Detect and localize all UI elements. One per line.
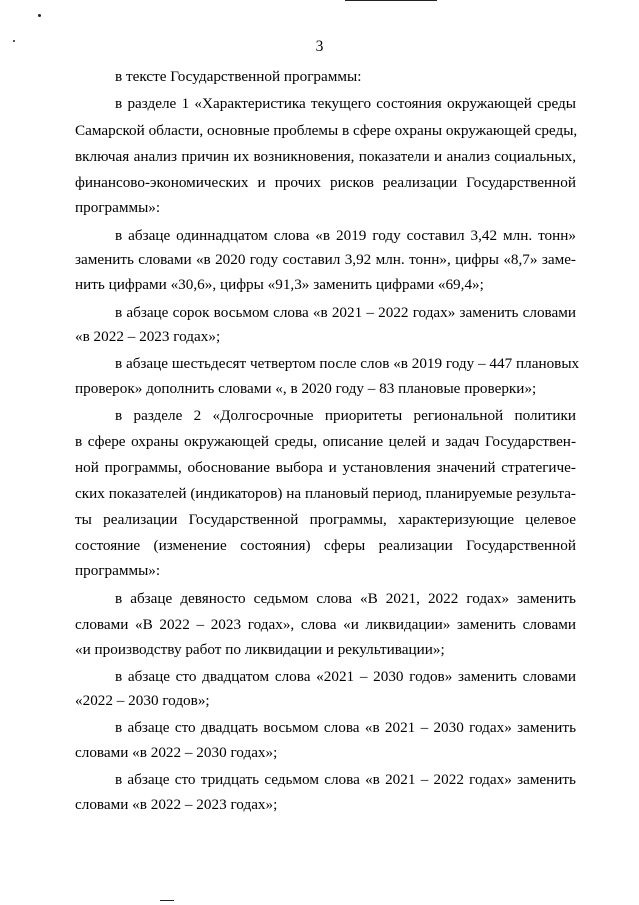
text-line: ной программы, обоснование выбора и установления значений стратегиче- [75,459,576,476]
text-line: словами «в 2022 – 2030 годах»; [75,744,278,761]
text-line: словами «В 2022 – 2023 годах», слова «и ликвидации» заменить словами [75,616,576,633]
text-line: программы»: [75,199,161,216]
text-line: финансово-экономических и прочих рисков реализации Государственной [75,174,576,191]
text-line: в абзаце сто двадцатом слова «2021 – 2030 годов» заменить словами [115,668,576,685]
text-line: ты реализации Государственной программы, характеризующие целевое [75,511,576,528]
text-line: в абзаце сто тридцать седьмом слова «в 2021 – 2022 годах» заменить [115,771,576,788]
text-line: в разделе 1 «Характеристика текущего состояния окружающей среды [115,95,576,112]
text-line: состояние (изменение состояния) сферы реализации Государственной [75,537,576,554]
text-line: заменить словами «в 2020 году составил 3,92 млн. тонн», цифры «8,7» заме- [75,251,576,268]
text-line: проверок» дополнить словами «, в 2020 году – 83 плановые проверки»; [75,380,537,397]
text-line: нить цифрами «30,6», цифры «91,3» заменить цифрами «69,4»; [75,276,484,293]
scan-speck [38,14,41,17]
text-line: в абзаце девяносто седьмом слова «В 2021, 2022 годах» заменить [115,590,576,607]
text-line: в абзаце шестьдесят четвертом после слов «в 2019 году – 447 плановых [115,355,580,372]
text-line: «2022 – 2030 годов»; [75,692,210,709]
text-line: Самарской области, основные проблемы в сфере охраны окружающей среды, [75,122,578,139]
text-line: ских показателей (индикаторов) на плановый период, планируемые результа- [75,485,576,502]
text-line: включая анализ причин их возникновения, показатели и анализ социальных, [75,148,576,165]
text-line: в тексте Государственной программы: [115,68,362,85]
text-line: программы»: [75,562,161,579]
text-line: «в 2022 – 2023 годах»; [75,328,221,345]
scan-edge-line [160,900,174,901]
scan-edge-line [345,0,437,1]
text-line: в сфере охраны окружающей среды, описание целей и задач Государствен- [75,433,576,450]
text-line: в разделе 2 «Долгосрочные приоритеты региональной политики [115,407,576,424]
text-line: словами «в 2022 – 2023 годах»; [75,796,278,813]
text-line: в абзаце сорок восьмом слова «в 2021 – 2022 годах» заменить словами [115,304,576,321]
text-line: в абзаце сто двадцать восьмом слова «в 2021 – 2030 годах» заменить [115,719,576,736]
text-line: «и производству работ по ликвидации и рекультивации»; [75,641,445,658]
text-line: в абзаце одиннадцатом слова «в 2019 году составил 3,42 млн. тонн» [115,227,576,244]
page-number: 3 [315,38,324,55]
